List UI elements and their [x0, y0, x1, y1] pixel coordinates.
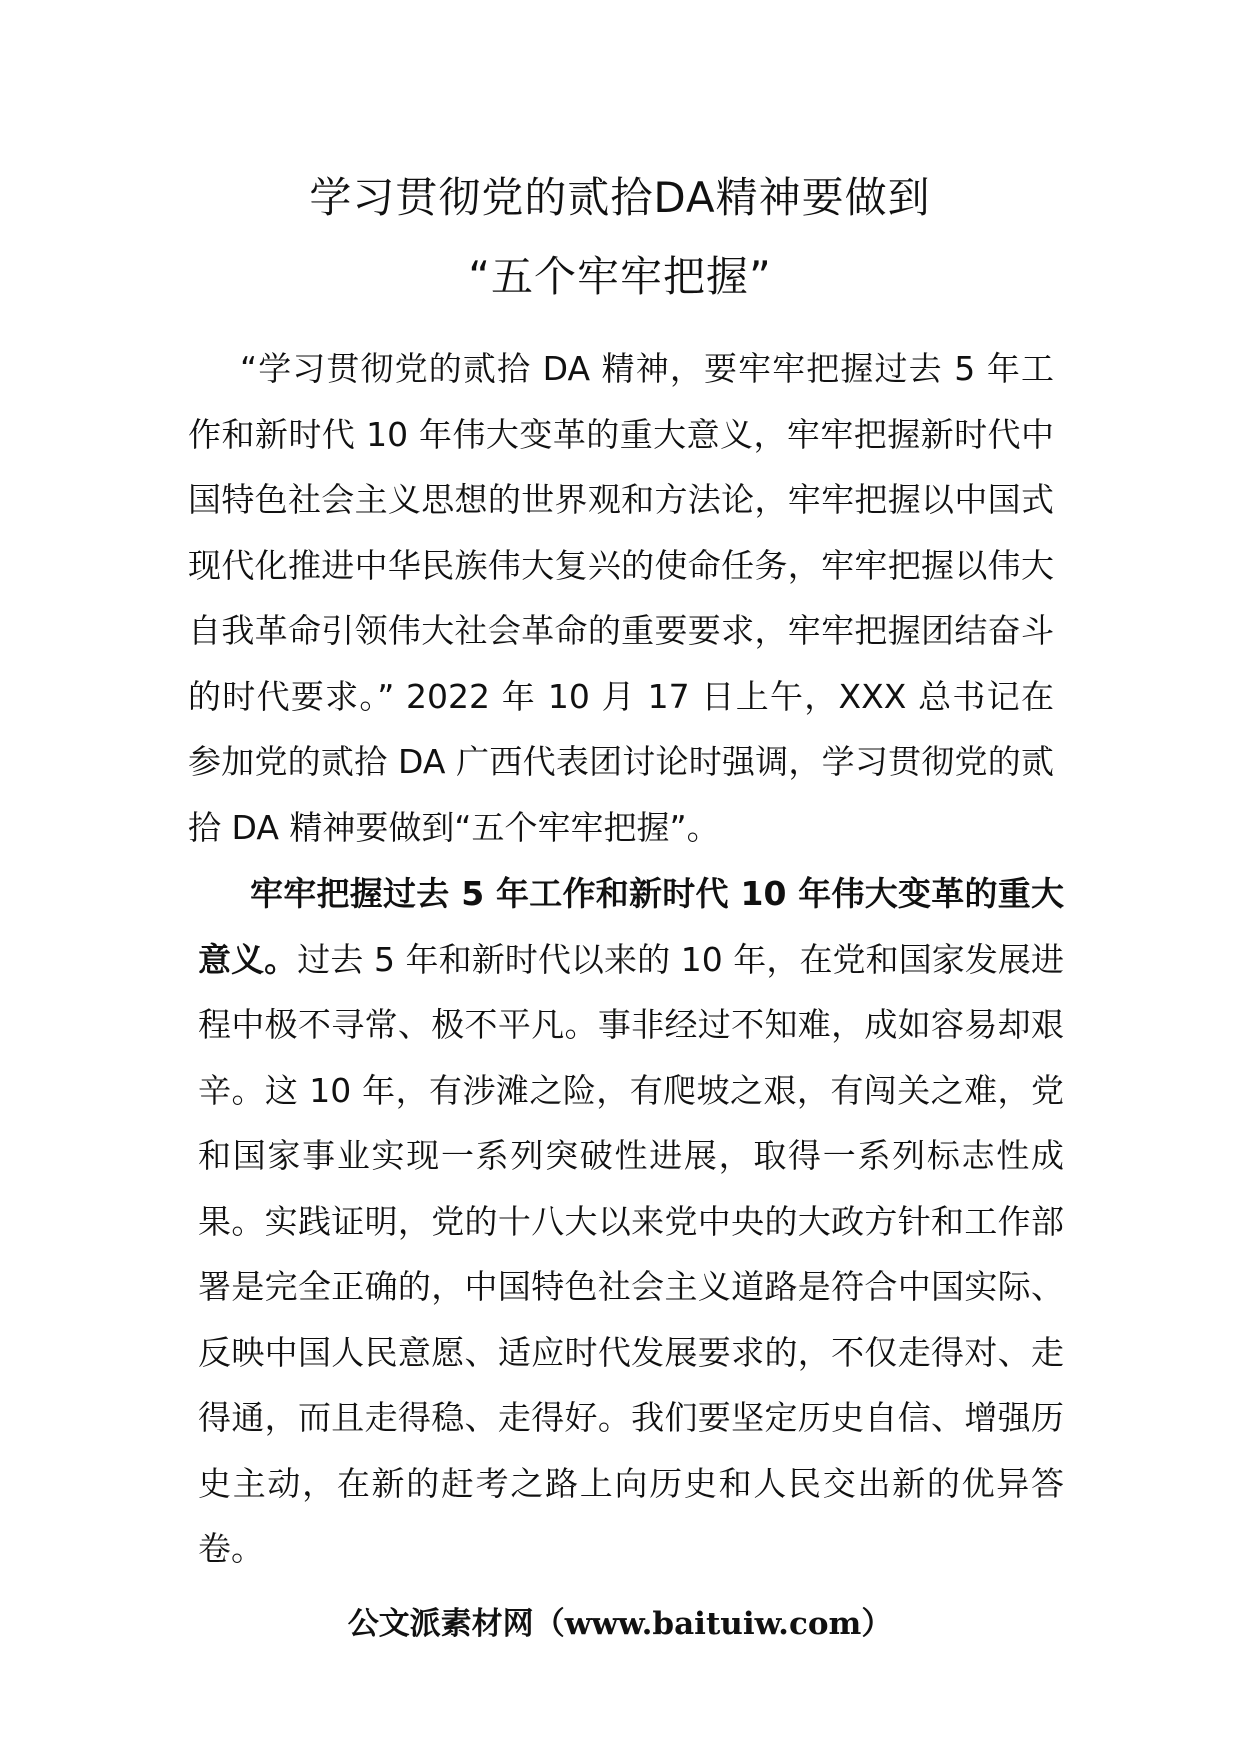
- paragraph-section-1: [198, 861, 1064, 1582]
- footer-source: [0, 1604, 1240, 1644]
- paragraph-intro: “学习贯彻党的贰拾 DA 精神，要牢牢把握过去 5 年工作和新时代 10 年伟大变革的重大意义，牢牢把握新时代中国特色社会主义思想的世界观和方法论，牢牢把握以中国式现代化推进中华民族伟大复兴的使命任务，牢牢把握以伟大自我革命引领伟大社会革命的重要要求，牢牢把握团结奋斗的时代要求。” 2022 年 10 月 17 日上午，XXX 总书记在参加党的贰拾 DA 广西代表团讨论时强调，学习贯彻党的贰拾 DA 精神要做到“五个牢牢把握”。: [188, 349, 1054, 847]
- document-title-line-2: “五个牢牢把握”: [468, 252, 772, 301]
- section-1-heading: 牢牢把握过去 5 年工作和新时代 10 年伟大变革的重大意义。: [198, 874, 1064, 979]
- section-1-body: 过去 5 年和新时代以来的 10 年，在党和国家发展进程中极不寻常、极不平凡。事非经过不知难，成如容易却艰辛。这 10 年，有涉滩之险，有爬坡之艰，有闯关之难，党和国家事业实现一系列突破性进展，取得一系列标志性成果。实践证明，党的十八大以来党中央的大政方针和工作部署是完全正确的，中国特色社会主义道路是符合中国实际、反映中国人民意愿、适应时代发展要求的，不仅走得对、走得通，而且走得稳、走得好。我们要坚定历史自信、增强历史主动，在新的赶考之路上向历史和人民交出新的优异答卷。: [198, 939, 1065, 1568]
- footer-close-paren: ）: [861, 1606, 893, 1642]
- footer-url: www.baituiw.com: [564, 1606, 862, 1642]
- footer-site-name: 公文派素材网: [347, 1606, 534, 1642]
- document-title-line-1: 学习贯彻党的贰拾DA精神要做到: [309, 173, 931, 222]
- footer-open-paren: （: [533, 1606, 565, 1642]
